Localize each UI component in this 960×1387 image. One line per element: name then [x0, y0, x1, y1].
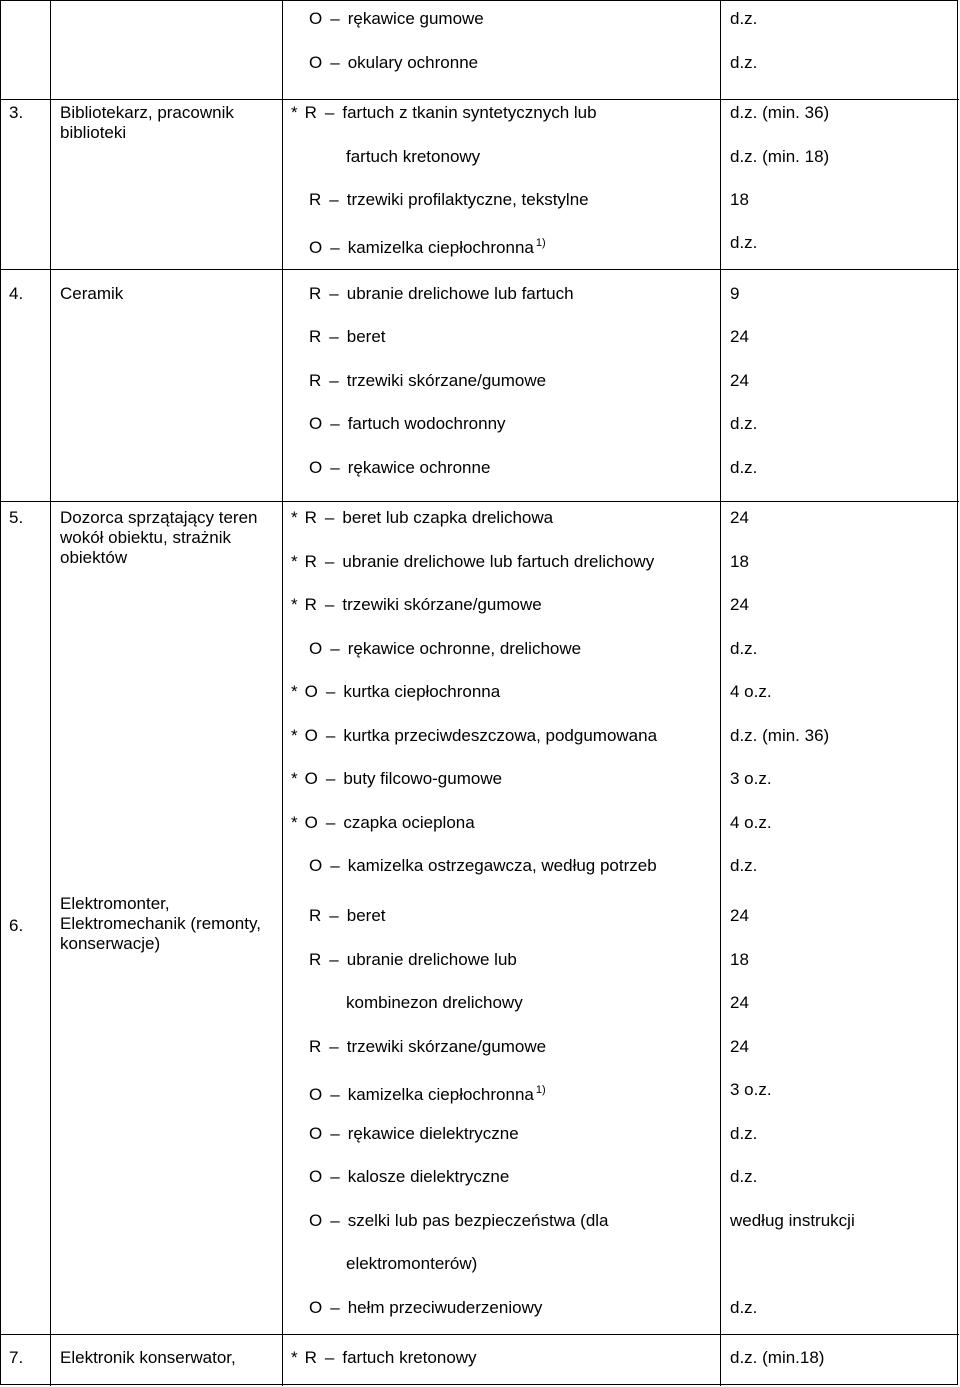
ppe-item — [309, 233, 546, 258]
dash: – — [330, 238, 340, 257]
ppe-item — [309, 906, 386, 926]
ppe-item — [291, 595, 542, 615]
ppe-item — [309, 53, 478, 73]
ppe-item-text: beret — [346, 327, 386, 346]
dash: – — [329, 906, 339, 925]
ppe-type-code: O — [309, 856, 323, 875]
ppe-item — [309, 1037, 546, 1057]
ppe-item-text: trzewiki skórzane/gumowe — [342, 595, 542, 614]
ppe-item — [291, 682, 500, 702]
ppe-item — [291, 813, 475, 833]
usage-period: d.z. — [730, 1167, 758, 1186]
ppe-type-code: O — [309, 1124, 323, 1143]
usage-period: 18 — [730, 190, 749, 209]
ppe-type-code: O — [309, 1085, 323, 1104]
dash: – — [329, 950, 339, 969]
required-marker: * — [291, 682, 298, 701]
ppe-item-text: trzewiki skórzane/gumowe — [346, 371, 547, 390]
usage-period: d.z. (min. 36) — [730, 726, 830, 745]
ppe-item — [309, 190, 589, 210]
ppe-item — [309, 284, 574, 304]
ppe-item — [309, 1167, 509, 1187]
required-marker: * — [291, 769, 298, 788]
dash: – — [329, 1037, 339, 1056]
ppe-item — [309, 639, 581, 659]
usage-period: d.z. — [730, 1124, 758, 1143]
ppe-item-text: fartuch wodochronny — [347, 414, 506, 433]
ppe-type-code: O — [304, 813, 318, 832]
ppe-type-code: O — [309, 53, 323, 72]
ppe-item-text: kalosze dielektryczne — [347, 1167, 510, 1186]
ppe-type-code: O — [309, 1298, 323, 1317]
dash: – — [330, 639, 340, 658]
dash: – — [324, 103, 335, 122]
dash: – — [325, 682, 336, 701]
section-number: 7. — [9, 1348, 24, 1367]
required-marker: * — [291, 726, 298, 745]
section-job-title: Elektronik konserwator, — [60, 1348, 236, 1367]
row-divider — [1, 501, 959, 502]
ppe-type-code: O — [304, 769, 318, 788]
ppe-item — [346, 993, 523, 1013]
ppe-type-code: R — [304, 552, 317, 571]
ppe-type-code: R — [309, 950, 322, 969]
ppe-item — [291, 726, 657, 746]
ppe-type-code: O — [304, 682, 318, 701]
ppe-item-text: beret lub czapka drelichowa — [342, 508, 554, 527]
dash: – — [324, 595, 335, 614]
dash: – — [325, 813, 336, 832]
ppe-item — [309, 458, 490, 478]
dash: – — [329, 327, 339, 346]
required-marker: * — [291, 595, 298, 614]
ppe-type-code: O — [309, 458, 323, 477]
row-divider — [1, 269, 959, 270]
section-number: 5. — [9, 508, 24, 527]
dash: – — [324, 552, 335, 571]
ppe-item-text: kurtka przeciwdeszczowa, podgumowana — [343, 726, 658, 745]
usage-period: 24 — [730, 1037, 749, 1056]
dash: – — [330, 9, 340, 28]
ppe-item-text: fartuch kretonowy — [342, 1348, 477, 1367]
ppe-item — [309, 9, 484, 29]
dash: – — [329, 371, 339, 390]
ppe-type-code: O — [309, 1167, 323, 1186]
ppe-item-text: ubranie drelichowe lub fartuch drelichowy — [342, 552, 655, 571]
ppe-type-code: R — [304, 1348, 317, 1367]
dash: – — [324, 1348, 335, 1367]
ppe-item-text: szelki lub pas bezpieczeństwa (dla — [347, 1211, 609, 1230]
dash: – — [325, 769, 336, 788]
usage-period: 18 — [730, 552, 749, 571]
usage-period: d.z. — [730, 414, 758, 433]
column-divider — [50, 1, 51, 1386]
ppe-type-code: R — [309, 371, 322, 390]
ppe-item — [291, 552, 654, 572]
column-divider — [720, 1, 721, 1386]
usage-period: d.z. — [730, 639, 758, 658]
usage-period: d.z. (min.18) — [730, 1348, 825, 1367]
usage-period: 24 — [730, 595, 749, 614]
required-marker: * — [291, 813, 298, 832]
ppe-item — [309, 950, 517, 970]
ppe-item — [309, 414, 506, 434]
dash: – — [330, 1085, 340, 1104]
ppe-item-text: buty filcowo-gumowe — [343, 769, 503, 788]
ppe-type-code: O — [309, 1211, 323, 1230]
ppe-item-text: ubranie drelichowe lub fartuch — [346, 284, 574, 303]
section-job-title: Ceramik — [60, 284, 124, 303]
usage-period: 4 o.z. — [730, 682, 772, 701]
ppe-type-code: O — [309, 639, 323, 658]
dash: – — [330, 458, 340, 477]
ppe-item-text: okulary ochronne — [347, 53, 479, 72]
dash: – — [330, 1298, 340, 1317]
ppe-item-text: kamizelka ciepłochronna — [347, 238, 534, 257]
row-divider — [1, 99, 959, 100]
ppe-type-code: O — [309, 238, 323, 257]
ppe-item — [346, 147, 480, 167]
usage-period: d.z. — [730, 1298, 758, 1317]
row-divider — [1, 1334, 959, 1335]
ppe-item — [309, 1124, 519, 1144]
section-job-title: Dozorca sprzątający teren wokół obiektu, strażnik obiektów — [60, 508, 258, 567]
section-number: 6. — [9, 916, 24, 935]
usage-period: d.z. — [730, 53, 758, 72]
dash: – — [329, 284, 339, 303]
ppe-item — [309, 327, 386, 347]
ppe-type-code: R — [309, 190, 322, 209]
usage-period: d.z. (min. 36) — [730, 103, 830, 122]
ppe-item-text: rękawice gumowe — [347, 9, 484, 28]
ppe-item — [309, 371, 546, 391]
ppe-type-code: R — [304, 595, 317, 614]
ppe-type-code: O — [309, 414, 323, 433]
dash: – — [330, 1167, 340, 1186]
section-job-title: Bibliotekarz, pracownik biblioteki — [60, 103, 234, 142]
required-marker: * — [291, 508, 298, 527]
dash: – — [330, 1124, 340, 1143]
usage-period: 24 — [730, 371, 749, 390]
dash: – — [329, 190, 339, 209]
dash: – — [330, 53, 340, 72]
ppe-item — [291, 103, 597, 123]
ppe-item-text: elektromonterów) — [346, 1254, 478, 1273]
required-marker: * — [291, 552, 298, 571]
ppe-item-text: kombinezon drelichowy — [346, 993, 523, 1012]
ppe-item-text: beret — [346, 906, 386, 925]
usage-period: 24 — [730, 993, 749, 1012]
usage-period: 18 — [730, 950, 749, 969]
ppe-item — [309, 856, 657, 876]
ppe-item — [346, 1254, 477, 1274]
usage-period: według instrukcji — [730, 1211, 855, 1230]
ppe-item — [309, 1298, 542, 1318]
dash: – — [324, 508, 335, 527]
ppe-item-text: kamizelka ostrzegawcza, według potrzeb — [347, 856, 657, 875]
dash: – — [330, 1211, 340, 1230]
ppe-item — [309, 1080, 546, 1105]
required-marker: * — [291, 1348, 298, 1367]
usage-period: d.z. — [730, 9, 758, 28]
usage-period: 3 o.z. — [730, 1080, 772, 1099]
usage-period: d.z. (min. 18) — [730, 147, 830, 166]
ppe-item-text: fartuch z tkanin syntetycznych lub — [342, 103, 597, 122]
ppe-item-text: kamizelka ciepłochronna — [347, 1085, 534, 1104]
ppe-item-text: rękawice dielektryczne — [347, 1124, 519, 1143]
section-number: 4. — [9, 284, 24, 303]
section-number: 3. — [9, 103, 24, 122]
ppe-item-text: rękawice ochronne — [347, 458, 491, 477]
ppe-item-text: hełm przeciwuderzeniowy — [347, 1298, 543, 1317]
usage-period: d.z. — [730, 856, 758, 875]
dash: – — [330, 414, 340, 433]
ppe-type-code: R — [309, 284, 322, 303]
usage-period: d.z. — [730, 458, 758, 477]
ppe-type-code: R — [309, 327, 322, 346]
ppe-type-code: R — [309, 1037, 322, 1056]
usage-period: 24 — [730, 508, 749, 527]
ppe-item — [291, 1348, 477, 1368]
column-divider — [282, 1, 283, 1386]
footnote-ref: 1) — [535, 1084, 546, 1096]
footnote-ref: 1) — [535, 237, 546, 249]
usage-period: 24 — [730, 327, 749, 346]
ppe-type-code: R — [309, 906, 322, 925]
dash: – — [330, 856, 340, 875]
ppe-item-text: ubranie drelichowe lub — [346, 950, 517, 969]
ppe-type-code: O — [304, 726, 318, 745]
ppe-item — [309, 1211, 609, 1231]
dash: – — [325, 726, 336, 745]
ppe-item — [291, 769, 502, 789]
usage-period: d.z. — [730, 233, 758, 252]
ppe-item-text: czapka ocieplona — [343, 813, 475, 832]
ppe-item — [291, 508, 553, 528]
usage-period: 24 — [730, 906, 749, 925]
section-job-title: Elektromonter, Elektromechanik (remonty, konserwacje) — [60, 894, 261, 953]
ppe-type-code: R — [304, 508, 317, 527]
usage-period: 3 o.z. — [730, 769, 772, 788]
ppe-type-code: R — [304, 103, 317, 122]
ppe-item-text: trzewiki profilaktyczne, tekstylne — [346, 190, 589, 209]
ppe-item-text: trzewiki skórzane/gumowe — [346, 1037, 547, 1056]
usage-period: 4 o.z. — [730, 813, 772, 832]
ppe-type-code: O — [309, 9, 323, 28]
ppe-item-text: kurtka ciepłochronna — [343, 682, 501, 701]
required-marker: * — [291, 103, 298, 122]
ppe-item-text: rękawice ochronne, drelichowe — [347, 639, 582, 658]
ppe-item-text: fartuch kretonowy — [346, 147, 481, 166]
usage-period: 9 — [730, 284, 740, 303]
